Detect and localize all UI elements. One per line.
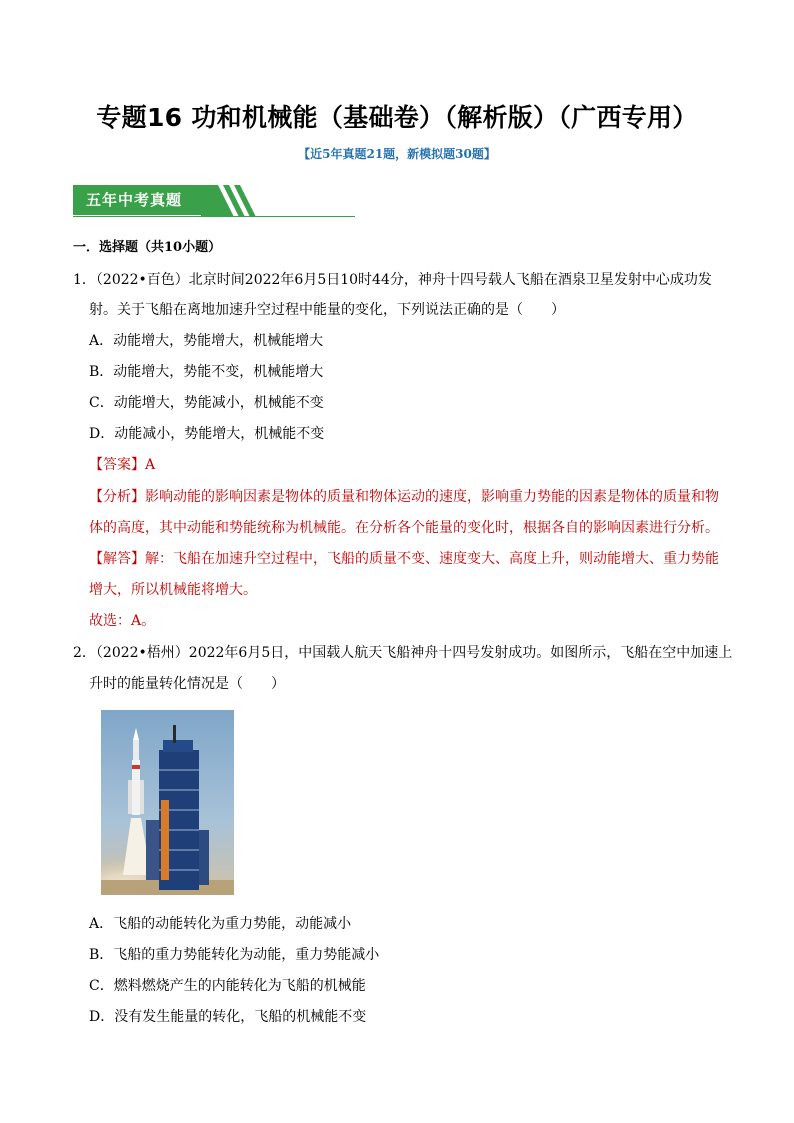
q1-conclusion: 故选：A。 xyxy=(89,613,156,629)
answer-value: A xyxy=(145,457,156,473)
q1-answer xyxy=(89,455,155,475)
banner-underline xyxy=(73,216,355,217)
q2-option-c: C．燃料燃烧产生的内能转化为飞船的机械能 xyxy=(89,978,366,994)
q1-option-b: B．动能增大，势能不变，机械能增大 xyxy=(89,364,324,380)
q2-option-b: B．飞船的重力势能转化为动能，重力势能减小 xyxy=(89,947,380,963)
section-heading: 一．选择题（共10小题） xyxy=(73,240,222,255)
section-banner xyxy=(73,185,355,219)
answer-tag: 【答案】 xyxy=(89,457,145,473)
q1-solution-line2: 增大，所以机械能将增大。 xyxy=(89,582,257,598)
page-title: 专题16 功和机械能（基础卷）（解析版）（广西专用） xyxy=(96,103,698,132)
q1-option-a: A．动能增大，势能增大，机械能增大 xyxy=(89,333,324,349)
q2-option-d: D．没有发生能量的转化，飞船的机械能不变 xyxy=(89,1009,367,1025)
solution-text-1: 解：飞船在加速升空过程中，飞船的质量不变、速度变大、高度上升，则动能增大、重力势能 xyxy=(145,551,719,567)
solution-tag: 【解答】 xyxy=(89,551,145,567)
page-subtitle: 【近5年真题21题，新模拟题30题】 xyxy=(298,147,496,161)
q2-stem-line1: 2．（2022•梧州）2022年6月5日，中国载人航天飞船神舟十四号发射成功。如图所示，飞船在空中加速上 xyxy=(73,645,733,661)
q2-stem-line2: 升时的能量转化情况是（ ） xyxy=(89,676,285,692)
banner-stripes-decoration xyxy=(201,185,261,217)
q1-analysis-line2: 体的高度，其中动能和势能统称为机械能。在分析各个能量的变化时，根据各自的影响因素进行分析。 xyxy=(89,520,719,536)
q2-option-a: A．飞船的动能转化为重力势能，动能减小 xyxy=(89,916,352,932)
q1-option-d: D．动能减小，势能增大，机械能不变 xyxy=(89,426,325,442)
q1-analysis-line1 xyxy=(89,487,719,507)
q1-stem-line1: 1．（2022•百色）北京时间2022年6月5日10时44分，神舟十四号载人飞船在酒泉卫星发射中心成功发 xyxy=(73,272,712,288)
analysis-tag: 【分析】 xyxy=(89,489,145,505)
rocket-launch-photo xyxy=(101,710,234,895)
q1-solution-line1 xyxy=(89,549,719,569)
q1-option-c: C．动能增大，势能减小，机械能不变 xyxy=(89,395,324,411)
analysis-text-1: 影响动能的影响因素是物体的质量和物体运动的速度，影响重力势能的因素是物体的质量和物 xyxy=(145,489,719,505)
q1-stem-line2: 射。关于飞船在离地加速升空过程中能量的变化，下列说法正确的是（ ） xyxy=(89,302,565,318)
banner-label: 五年中考真题 xyxy=(86,191,183,209)
